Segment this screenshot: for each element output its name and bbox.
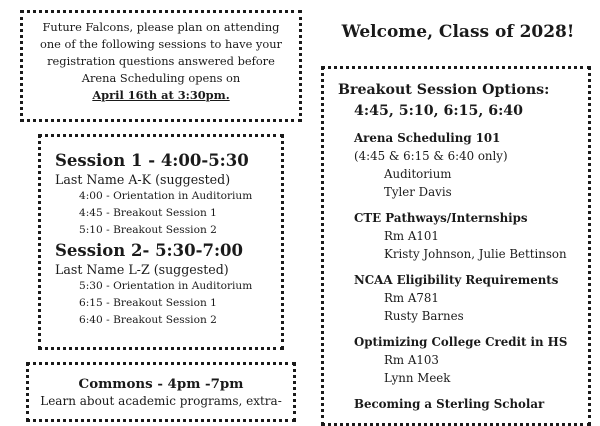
intro-line: Future Falcons, please plan on attending xyxy=(42,20,280,34)
option-presenter: Rusty Barnes xyxy=(384,309,464,323)
session-1-item: 4:45 - Breakout Session 1 xyxy=(79,207,217,219)
breakout-option xyxy=(354,395,582,413)
breakout-option xyxy=(354,333,582,387)
breakout-option xyxy=(354,209,582,263)
option-note: (4:45 & 6:15 & 6:40 only) xyxy=(354,149,508,163)
breakout-title: Breakout Session Options: xyxy=(338,82,550,98)
intro-line: registration questions answered before xyxy=(47,54,275,68)
option-presenter: Tyler Davis xyxy=(384,185,452,199)
breakout-option xyxy=(354,271,582,325)
session-1-subtitle: Last Name A-K (suggested) xyxy=(55,172,231,187)
option-title: Optimizing College Credit in HS xyxy=(354,335,568,349)
commons-title: Commons - 4pm -7pm xyxy=(78,376,244,392)
commons-description: Learn about academic programs, extra- xyxy=(40,394,282,408)
option-room: Rm A101 xyxy=(384,229,439,243)
option-presenter: Lynn Meek xyxy=(384,371,451,385)
session-2-subtitle: Last Name L-Z (suggested) xyxy=(55,262,229,277)
option-title: Arena Scheduling 101 xyxy=(354,131,501,145)
intro-box xyxy=(20,10,302,122)
option-room: Auditorium xyxy=(384,167,452,181)
breakout-option xyxy=(354,129,582,201)
breakout-options-box xyxy=(321,66,591,426)
session-1-title: Session 1 - 4:00-5:30 xyxy=(55,151,249,170)
session-1-item: 5:10 - Breakout Session 2 xyxy=(79,224,217,236)
option-title: Becoming a Sterling Scholar xyxy=(354,397,545,411)
welcome-heading: Welcome, Class of 2028! xyxy=(341,22,575,42)
session-2-item: 6:40 - Breakout Session 2 xyxy=(79,314,217,326)
option-presenter: Kristy Johnson, Julie Bettinson xyxy=(384,247,567,261)
sessions-box xyxy=(38,134,284,350)
session-2-item: 6:15 - Breakout Session 1 xyxy=(79,297,217,309)
scheduling-open-date: April 16th at 3:30pm. xyxy=(92,88,230,102)
intro-line: one of the following sessions to have your xyxy=(39,37,283,51)
option-room: Rm A103 xyxy=(384,353,439,367)
commons-box xyxy=(26,362,296,422)
session-2-item: 5:30 - Orientation in Auditorium xyxy=(79,280,253,292)
session-1-item: 4:00 - Orientation in Auditorium xyxy=(79,190,253,202)
option-room: Rm A781 xyxy=(384,291,439,305)
option-title: NCAA Eligibility Requirements xyxy=(354,273,559,287)
intro-line: Arena Scheduling opens on xyxy=(81,71,241,85)
breakout-times: 4:45, 5:10, 6:15, 6:40 xyxy=(354,103,524,119)
session-2-title: Session 2- 5:30-7:00 xyxy=(55,241,243,260)
option-title: CTE Pathways/Internships xyxy=(354,211,528,225)
